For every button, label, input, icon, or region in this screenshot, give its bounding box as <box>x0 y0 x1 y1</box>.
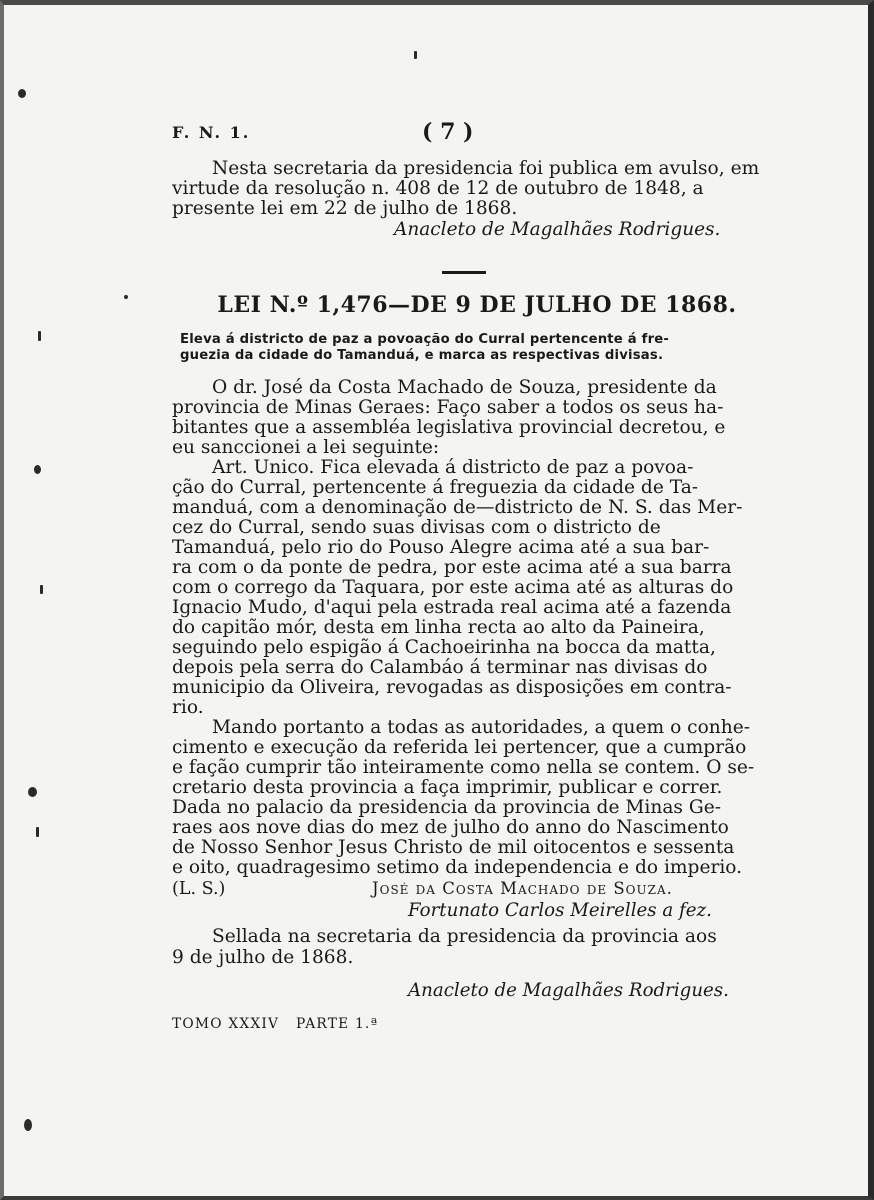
text-line: Dada no palacio da presidencia da provincia de Minas Ge- <box>172 797 721 818</box>
text-line: bitantes que a assembléa legislativa provincial decretou, e <box>172 417 726 438</box>
text-line: do capitão mór, desta em linha recta ao alto da Paineira, <box>172 617 705 638</box>
text-line: O dr. José da Costa Machado de Souza, presidente da <box>212 377 717 398</box>
text-line: Sellada na secretaria da presidencia da provincia aos <box>212 926 717 947</box>
summary-line: Eleva á districto de paz a povoação do Curral pertencente á fre- <box>180 332 670 347</box>
law-title: LEI N.º 1,476—DE 9 DE JULHO DE 1868. <box>217 292 737 318</box>
law-summary <box>172 332 762 364</box>
scan-speck <box>28 787 37 797</box>
text-line: eu sanccionei a lei seguinte: <box>172 437 440 458</box>
text-line: presente lei em 22 de julho de 1868. <box>172 198 518 219</box>
text-line: seguindo pelo espigão á Cachoeirinha na bocca da matta, <box>172 637 716 658</box>
text-line: municipio da Oliveira, revogadas as disposições em contra- <box>172 677 732 698</box>
law-body <box>172 378 762 1002</box>
text-line: raes aos nove dias do mez de julho do anno do Nascimento <box>172 817 729 838</box>
scan-speck <box>18 89 26 98</box>
text-line: Art. Unico. Fica elevada á districto de paz a povoa- <box>212 457 694 478</box>
scan-speck <box>414 51 417 59</box>
clerk-line: Fortunato Carlos Meirelles a fez. <box>408 900 712 921</box>
sealed-paragraph <box>172 926 762 968</box>
final-signature: Anacleto de Magalhães Rodrigues. <box>408 980 729 1001</box>
scan-speck <box>36 827 39 837</box>
intro-signature: Anacleto de Magalhães Rodrigues. <box>394 219 721 240</box>
text-line: Tamanduá, pelo rio do Pouso Alegre acima até a sua bar- <box>172 537 710 558</box>
text-line: depois pela serra do Calambáo á terminar nas divisas do <box>172 657 708 678</box>
scan-speck <box>124 295 128 299</box>
text-line: e oito, quadragesimo setimo da independencia e do imperio. <box>172 857 743 878</box>
text-line: ção do Curral, pertencente á freguezia da cidade de Ta- <box>172 477 699 498</box>
enactment-paragraph <box>172 718 762 878</box>
text-line: rio. <box>172 697 204 718</box>
text-line: Ignacio Mudo, d'aqui pela estrada real acima até a fazenda <box>172 597 732 618</box>
seal-mark: (L. S.) <box>172 879 226 899</box>
summary-line: guezia da cidade do Tamanduá, e marca as respectivas divisas. <box>180 348 664 363</box>
page-header <box>172 119 762 153</box>
scan-speck <box>34 465 41 474</box>
article-paragraph <box>172 458 762 718</box>
page-number: ( 7 ) <box>422 119 474 145</box>
text-line: ra com o da ponte de pedra, por este acima até a sua barra <box>172 557 732 578</box>
scan-speck <box>24 1119 32 1131</box>
text-line: cimento e execução da referida lei pertencer, que a cumprão <box>172 737 747 758</box>
text-column <box>172 119 762 1032</box>
text-line: e fação cumprir tão inteiramente como nella se contem. O se- <box>172 757 755 778</box>
intro-paragraph <box>172 159 762 241</box>
signer-name: José da Costa Machado de Souza. <box>372 879 673 898</box>
text-line: 9 de julho de 1868. <box>172 947 354 968</box>
text-line: virtude da resolução n. 408 de 12 de outubro de 1848, a <box>172 178 704 199</box>
text-line: manduá, com a denominação de—districto de N. S. das Mer- <box>172 497 743 518</box>
section-divider <box>442 271 486 274</box>
text-line: Mando portanto a todas as autoridades, a quem o conhe- <box>212 717 751 738</box>
signature-mark: F. N. 1. <box>172 123 251 142</box>
scan-speck <box>38 331 41 341</box>
text-line: com o corrego da Taquara, por este acima até as alturas do <box>172 577 734 598</box>
seal-signer-line <box>172 878 762 900</box>
scan-speck <box>40 585 43 594</box>
text-line: de Nosso Senhor Jesus Christo de mil oitocentos e sessenta <box>172 837 735 858</box>
text-line: Nesta secretaria da presidencia foi publica em avulso, em <box>212 158 760 179</box>
text-line: provincia de Minas Geraes: Faço saber a todos os seus ha- <box>172 397 724 418</box>
text-line: cretario desta provincia a faça imprimir, publicar e correr. <box>172 777 723 798</box>
volume-footer: TOMO XXXIV PARTE 1.ª <box>172 1016 379 1032</box>
preamble-paragraph <box>172 378 762 458</box>
text-line: cez do Curral, sendo suas divisas com o districto de <box>172 517 661 538</box>
